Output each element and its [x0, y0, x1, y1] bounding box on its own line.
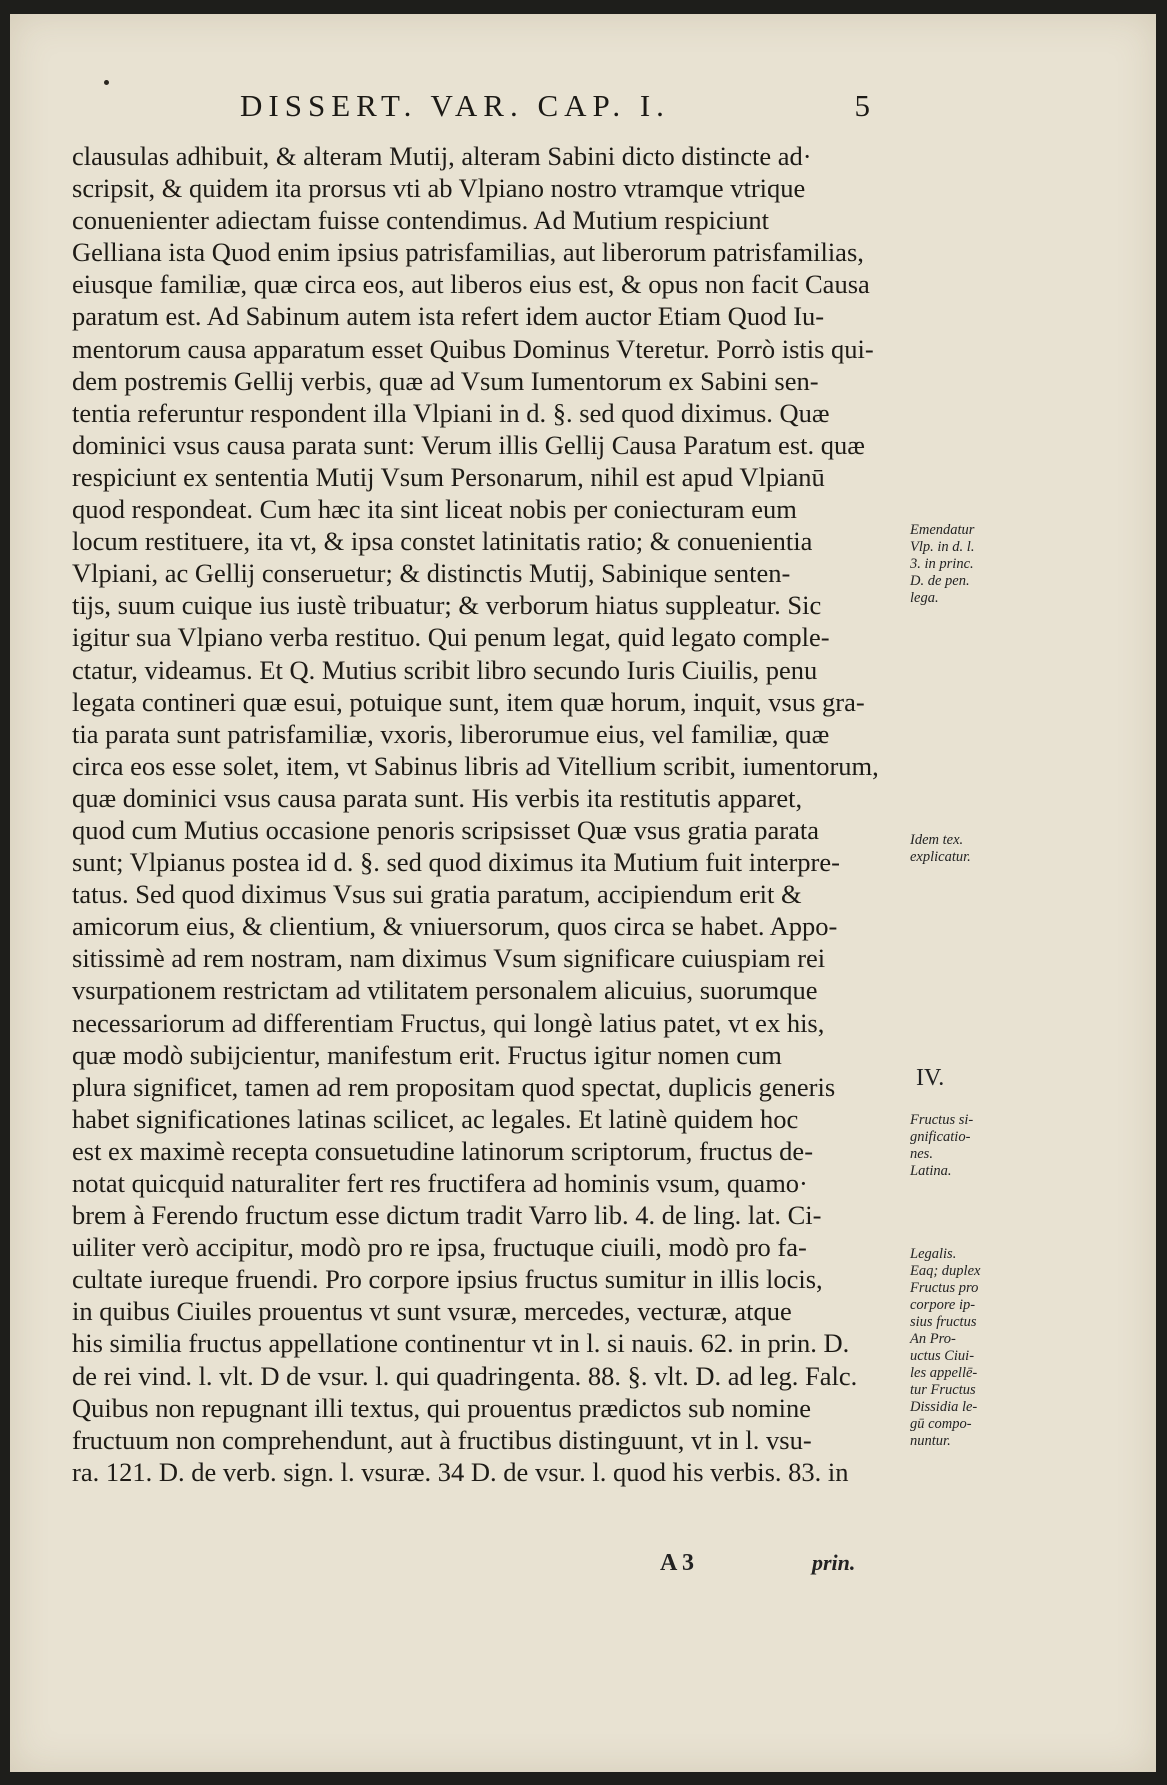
text-line: brem à Ferendo fructum esse dictum tradit Varro lib. 4. de ling. lat. Ci-	[72, 1200, 822, 1231]
catchword: prin.	[812, 1550, 856, 1575]
text-line: tia parata sunt patrisfamiliæ, vxoris, liberorumue eius, vel familiæ, quæ	[72, 718, 830, 749]
header-title: DISSERT. VAR. CAP. I.	[240, 88, 670, 123]
text-line: cultate iureque fruendi. Pro corpore ipsius fructus sumitur in illis locis,	[72, 1264, 823, 1295]
marginal-note-line: D. de pen.	[910, 573, 970, 589]
text-line: sitissimè ad rem nostram, nam diximus Vsum significare cuiuspiam rei	[72, 943, 826, 974]
text-line: tentia referuntur respondent illa Vlpiani in d. §. sed quod diximus. Quæ	[72, 397, 830, 428]
text-line: dem postremis Gellij verbis, quæ ad Vsum Iumentorum ex Sabini sen-	[72, 365, 819, 396]
marginal-note-line: Eaq; duplex	[910, 1263, 981, 1279]
text-line: quod cum Mutius occasione penoris scripsisset Quæ vsus gratia parata	[72, 814, 820, 845]
text-line: Gelliana ista Quod enim ipsius patrisfamilias, aut liberorum patrisfamilias,	[72, 237, 864, 268]
marginal-note-line: lega.	[910, 590, 939, 606]
text-line: quæ modò subijcientur, manifestum erit. Fructus igitur nomen cum	[72, 1039, 782, 1070]
text-line: in quibus Ciuiles prouentus vt sunt vsuræ, mercedes, vecturæ, atque	[72, 1296, 792, 1327]
text-line: ra. 121. D. de verb. sign. l. vsuræ. 34 D. de vsur. l. quod his verbis. 83. in	[72, 1456, 849, 1487]
ink-dot	[104, 80, 109, 85]
marginal-note-line: Emendatur	[910, 522, 975, 538]
text-line: notat quicquid naturaliter fert res fructifera ad hominis vsum, quamo·	[72, 1168, 808, 1198]
marginal-note-line: Fructus si-	[910, 1112, 974, 1128]
text-line: scripsit, & quidem ita prorsus vti ab Vlpiano nostro vtramque vtrique	[72, 173, 806, 204]
text-line: his similia fructus appellatione continentur vt in l. si nauis. 62. in prin. D.	[72, 1328, 850, 1359]
marginal-note-line: An Pro-	[910, 1331, 956, 1347]
marginal-note-line: 3. in princ.	[910, 556, 974, 572]
marginal-note-line: gnificatio-	[910, 1129, 971, 1145]
text-line: vsurpationem restrictam ad vtilitatem personalem alicuius, suorumque	[72, 975, 818, 1006]
text-line: conuenienter adiectam fuisse contendimus. Ad Mutium respiciunt	[72, 205, 769, 236]
text-line: quod respondeat. Cum hæc ita sint liceat nobis per coniecturam eum	[72, 494, 797, 525]
marginal-note-line: corpore ip-	[910, 1297, 976, 1313]
marginal-note-fructus	[910, 1112, 1010, 1180]
text-line: plura significet, tamen ad rem propositam quod spectat, duplicis generis	[72, 1071, 836, 1102]
section-numeral: IV.	[916, 1065, 945, 1091]
text-line: habet significationes latinas scilicet, ac legales. Et latinè quidem hoc	[72, 1103, 799, 1134]
text-line: mentorum causa apparatum esset Quibus Dominus Vteretur. Porrò istis qui-	[72, 333, 874, 364]
text-line: eiusque familiæ, quæ circa eos, aut liberos eius est, & opus non facit Causa	[72, 269, 870, 300]
marginal-note-line: Idem tex.	[910, 832, 964, 848]
page-number: 5	[854, 88, 870, 123]
marginal-note-line: sius fructus	[910, 1314, 977, 1330]
marginal-note-line: explicatur.	[910, 849, 971, 865]
text-line: clausulas adhibuit, & alteram Mutij, alteram Sabini dicto distincte ad·	[72, 141, 812, 171]
text-line: fructuum non comprehendunt, aut à fructibus distinguunt, vt in l. vsu-	[72, 1424, 812, 1455]
text-line: Vlpiani, ac Gellij conseruetur; & distinctis Mutij, Sabinique senten-	[72, 558, 791, 589]
text-line: tijs, suum cuique ius iustè tribuatur; & verborum hiatus suppleatur. Sic	[72, 590, 822, 621]
marginal-note-line: Latina.	[910, 1163, 952, 1179]
marginal-note-line: les appellē-	[910, 1365, 978, 1381]
text-line: est ex maximè recepta consuetudine latinorum scriptorum, fructus de-	[72, 1135, 814, 1166]
running-header	[240, 88, 870, 128]
marginal-note-line: tur Fructus	[910, 1382, 976, 1398]
text-line: uiliter verò accipitur, modò pro re ipsa, fructuque ciuili, modò pro fa-	[72, 1232, 807, 1263]
text-line: sunt; Vlpianus postea id d. §. sed quod diximus ita Mutium fuit interpre-	[72, 847, 840, 878]
marginal-note-line: uctus Ciui-	[910, 1348, 975, 1364]
text-line: necessariorum ad differentiam Fructus, qui longè latius patet, vt ex his,	[72, 1007, 825, 1038]
marginal-note-line: Vlp. in d. l.	[910, 539, 975, 555]
marginal-note-line: Legalis.	[910, 1246, 957, 1262]
text-line: Quibus non repugnant illi textus, qui prouentus prædictos sub nomine	[72, 1392, 811, 1423]
body-text	[72, 140, 902, 1488]
marginal-note-line: nes.	[910, 1146, 933, 1162]
marginal-note-line: nuntur.	[910, 1433, 951, 1449]
text-line: locum restituere, ita vt, & ipsa constet latinitatis ratio; & conuenientia	[72, 526, 813, 557]
marginal-note-legalis	[910, 1246, 1010, 1450]
marginal-note-line: Fructus pro	[910, 1280, 979, 1296]
text-line: legata contineri quæ esui, potuique sunt, item quæ horum, inquit, vsus gra-	[72, 686, 865, 717]
text-line: de rei vind. l. vlt. D de vsur. l. qui quadringenta. 88. §. vlt. D. ad leg. Falc.	[72, 1360, 858, 1391]
text-line: quæ dominici vsus causa parata sunt. His verbis ita restitutis apparet,	[72, 782, 803, 813]
text-line: ctatur, videamus. Et Q. Mutius scribit libro secundo Iuris Ciuilis, penu	[72, 654, 818, 685]
marginal-note-idem-tex	[910, 832, 1010, 866]
marginal-note-emendatur	[910, 522, 1010, 607]
marginal-note-line: gū compo-	[910, 1416, 972, 1432]
text-line: respiciunt ex sententia Mutij Vsum Personarum, nihil est apud Vlpianū	[72, 461, 825, 492]
text-line: igitur sua Vlpiano verba restituo. Qui penum legat, quid legato comple-	[72, 622, 830, 653]
text-line: circa eos esse solet, item, vt Sabinus libris ad Vitellium scribit, iumentorum,	[72, 750, 879, 781]
signature-mark: A 3	[660, 1550, 695, 1576]
text-line: amicorum eius, & clientium, & vniuersorum, quos circa se habet. Appo-	[72, 911, 838, 942]
text-line: tatus. Sed quod diximus Vsus sui gratia paratum, accipiendum erit &	[72, 879, 802, 910]
marginal-note-line: Dissidia le-	[910, 1399, 978, 1415]
text-line: dominici vsus causa parata sunt: Verum illis Gellij Causa Paratum est. quæ	[72, 429, 865, 460]
text-line: paratum est. Ad Sabinum autem ista refert idem auctor Etiam Quod Iu-	[72, 301, 825, 332]
